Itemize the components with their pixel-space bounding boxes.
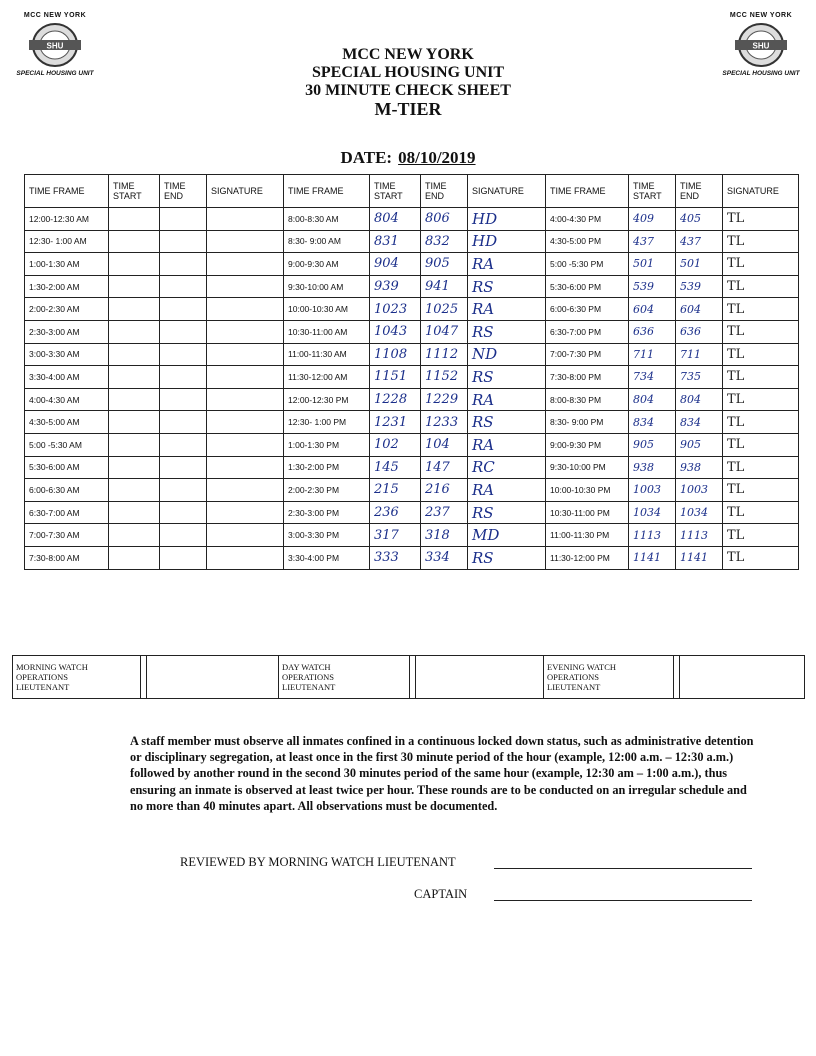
signature-cell[interactable] [207,343,284,366]
signature-cell[interactable]: RS [468,320,546,343]
time-start-cell[interactable] [109,456,160,479]
time-start-cell[interactable]: 711 [629,343,676,366]
time-frame-cell: 8:00-8:30 PM [546,388,629,411]
reviewed-by-label: REVIEWED BY MORNING WATCH LIEUTENANT [180,855,456,869]
time-frame-cell: 5:30-6:00 PM [546,275,629,298]
time-frame-cell: 12:00-12:30 PM [284,388,370,411]
svg-text:SHU: SHU [752,41,770,51]
time-start-cell[interactable]: 1034 [629,501,676,524]
time-end-cell[interactable]: 405 [676,208,723,231]
time-end-cell[interactable] [160,366,207,389]
signature-cell[interactable] [207,501,284,524]
time-frame-cell: 2:30-3:00 PM [284,501,370,524]
time-frame-cell: 9:30-10:00 PM [546,456,629,479]
time-end-cell[interactable]: 905 [421,253,468,276]
time-frame-cell: 3:30-4:00 PM [284,546,370,569]
logo-bottom-text: SPECIAL HOUSING UNIT [16,70,94,77]
instructions-paragraph: A staff member must observe all inmates confined in a continuous locked down status, such as administrative detention or disciplinary segregation, at least once in the first 30 minute period of the hour (example, 12:00 a.m. – 12:30 a.m.) followed by another round in the second 30 minutes period of the same hour (example, 12:30 am – 1:00 a.m.), thus ensuring an inmate is observed at least twice per hour. These rounds are to be conducted on an irregular schedule and no more than 40 minutes apart. All observations must be documented. [130,734,754,813]
time-frame-cell: 6:30-7:00 AM [25,501,109,524]
signature-cell[interactable]: TL [723,230,799,253]
column-header: TIME START [109,175,160,208]
table-row [25,411,799,434]
signature-cell[interactable] [207,230,284,253]
time-end-cell[interactable]: 501 [676,253,723,276]
time-start-cell[interactable]: 1231 [370,411,421,434]
time-frame-cell: 8:30- 9:00 AM [284,230,370,253]
table-row [25,208,799,231]
time-end-cell[interactable]: 636 [676,320,723,343]
time-frame-cell: 6:30-7:00 PM [546,320,629,343]
captain-label: CAPTAIN [414,887,468,901]
time-start-cell[interactable] [109,411,160,434]
signature-cell[interactable]: TL [723,411,799,434]
signature-cell[interactable] [207,433,284,456]
time-end-cell[interactable]: 1112 [421,343,468,366]
day-watch-signature-field[interactable] [416,656,544,699]
time-end-cell[interactable]: 318 [421,524,468,547]
time-frame-cell: 5:00 -5:30 AM [25,433,109,456]
table-row [25,253,799,276]
column-header: SIGNATURE [207,175,284,208]
time-end-cell[interactable] [160,433,207,456]
time-end-cell[interactable]: 1047 [421,320,468,343]
signature-cell[interactable]: RS [468,501,546,524]
time-start-cell[interactable]: 804 [629,388,676,411]
time-end-cell[interactable]: 604 [676,298,723,321]
time-end-cell[interactable] [160,208,207,231]
header-line-2: SPECIAL HOUSING UNIT [311,64,505,81]
signature-cell[interactable]: RS [468,366,546,389]
table-row [25,366,799,389]
signature-cell[interactable] [207,275,284,298]
time-frame-cell: 10:00-10:30 PM [546,479,629,502]
time-start-cell[interactable]: 1043 [370,320,421,343]
time-end-cell[interactable] [160,411,207,434]
time-end-cell[interactable]: 334 [421,546,468,569]
table-row [25,456,799,479]
time-frame-cell: 10:30-11:00 AM [284,320,370,343]
morning-watch-label: MORNING WATCH OPERATIONS LIEUTENANT [13,656,141,699]
time-frame-cell: 3:00-3:30 AM [25,343,109,366]
time-end-cell[interactable]: 834 [676,411,723,434]
signature-cell[interactable] [207,546,284,569]
signature-cell[interactable] [207,411,284,434]
watch-lieutenant-table [12,655,805,699]
logo-bottom-text: SPECIAL HOUSING UNIT [722,70,800,77]
time-start-cell[interactable]: 1151 [370,366,421,389]
time-start-cell[interactable]: 938 [629,456,676,479]
time-end-cell[interactable]: 804 [676,388,723,411]
signature-cell[interactable] [207,524,284,547]
time-end-cell[interactable]: 1152 [421,366,468,389]
date-value: 08/10/2019 [398,148,476,167]
time-start-cell[interactable]: 904 [370,253,421,276]
time-start-cell[interactable]: 501 [629,253,676,276]
date-label: DATE: [340,148,393,167]
table-row [25,501,799,524]
time-frame-cell: 1:00-1:30 AM [25,253,109,276]
time-frame-cell: 10:30-11:00 PM [546,501,629,524]
time-end-cell[interactable]: 1229 [421,388,468,411]
time-end-cell[interactable]: 1233 [421,411,468,434]
signature-cell[interactable] [207,208,284,231]
time-end-cell[interactable]: 216 [421,479,468,502]
time-start-cell[interactable]: 834 [629,411,676,434]
time-frame-cell: 9:00-9:30 PM [546,433,629,456]
time-frame-cell: 12:30- 1:00 AM [25,230,109,253]
reviewed-by-signature-line[interactable] [494,868,752,869]
time-frame-cell: 7:30-8:00 AM [25,546,109,569]
time-start-cell[interactable] [109,479,160,502]
table-row [25,388,799,411]
time-frame-cell: 4:00-4:30 PM [546,208,629,231]
time-frame-cell: 9:30-10:00 AM [284,275,370,298]
signature-cell[interactable]: TL [723,501,799,524]
time-start-cell[interactable] [109,433,160,456]
column-header: TIME END [421,175,468,208]
signature-cell[interactable]: TL [723,479,799,502]
time-frame-cell: 4:00-4:30 AM [25,388,109,411]
column-header: SIGNATURE [468,175,546,208]
time-frame-cell: 1:00-1:30 PM [284,433,370,456]
table-row [25,320,799,343]
time-frame-cell: 11:00-11:30 AM [284,343,370,366]
time-end-cell[interactable] [160,230,207,253]
signature-cell[interactable]: HD [468,230,546,253]
signature-cell[interactable] [207,388,284,411]
time-frame-cell: 11:30-12:00 AM [284,366,370,389]
table-row [25,230,799,253]
signature-cell[interactable]: TL [723,433,799,456]
table-row [25,524,799,547]
time-start-cell[interactable]: 1003 [629,479,676,502]
time-end-cell[interactable] [160,275,207,298]
time-end-cell[interactable]: 905 [676,433,723,456]
signature-cell[interactable] [207,479,284,502]
time-frame-cell: 2:00-2:30 PM [284,479,370,502]
time-end-cell[interactable] [160,456,207,479]
time-end-cell[interactable] [160,298,207,321]
column-header: TIME END [160,175,207,208]
signature-cell[interactable]: RA [468,479,546,502]
time-start-cell[interactable] [109,366,160,389]
time-end-cell[interactable] [160,343,207,366]
time-end-cell[interactable]: 711 [676,343,723,366]
header-line-1: MCC NEW YORK [342,46,474,63]
time-frame-cell: 11:00-11:30 PM [546,524,629,547]
time-frame-cell: 5:00 -5:30 PM [546,253,629,276]
time-start-cell[interactable] [109,501,160,524]
table-row [25,298,799,321]
signature-cell[interactable]: TL [723,253,799,276]
time-start-cell[interactable] [109,524,160,547]
signature-cell[interactable]: ND [468,343,546,366]
date-line [0,148,816,168]
time-start-cell[interactable]: 831 [370,230,421,253]
signature-cell[interactable]: TL [723,298,799,321]
time-start-cell[interactable] [109,298,160,321]
time-frame-cell: 3:30-4:00 AM [25,366,109,389]
time-frame-cell: 5:30-6:00 AM [25,456,109,479]
time-start-cell[interactable]: 437 [629,230,676,253]
time-end-cell[interactable]: 1113 [676,524,723,547]
time-frame-cell: 9:00-9:30 AM [284,253,370,276]
column-header: SIGNATURE [723,175,799,208]
captain-signature-line[interactable] [494,900,752,901]
time-end-cell[interactable]: 237 [421,501,468,524]
time-start-cell[interactable] [109,230,160,253]
time-start-cell[interactable]: 539 [629,275,676,298]
time-start-cell[interactable]: 1108 [370,343,421,366]
time-end-cell[interactable] [160,388,207,411]
time-frame-cell: 1:30-2:00 AM [25,275,109,298]
document-header [0,46,816,118]
time-start-cell[interactable]: 734 [629,366,676,389]
time-start-cell[interactable] [109,343,160,366]
signature-cell[interactable]: TL [723,275,799,298]
time-start-cell[interactable]: 1023 [370,298,421,321]
table-header-row [25,175,799,208]
time-end-cell[interactable]: 806 [421,208,468,231]
table-row [25,343,799,366]
signature-cell[interactable]: TL [723,456,799,479]
time-frame-cell: 11:30-12:00 PM [546,546,629,569]
signature-cell[interactable]: TL [723,208,799,231]
time-end-cell[interactable]: 1003 [676,479,723,502]
time-start-cell[interactable] [109,208,160,231]
time-end-cell[interactable] [160,546,207,569]
header-line-4: M-TIER [374,99,442,119]
time-frame-cell: 4:30-5:00 AM [25,411,109,434]
column-header: TIME END [676,175,723,208]
signature-cell[interactable]: RS [468,275,546,298]
column-header: TIME START [370,175,421,208]
time-start-cell[interactable]: 905 [629,433,676,456]
time-frame-cell: 2:30-3:00 AM [25,320,109,343]
time-end-cell[interactable]: 832 [421,230,468,253]
time-start-cell[interactable] [109,546,160,569]
time-end-cell[interactable]: 147 [421,456,468,479]
time-start-cell[interactable]: 804 [370,208,421,231]
time-end-cell[interactable]: 1034 [676,501,723,524]
time-start-cell[interactable] [109,275,160,298]
time-frame-cell: 7:00-7:30 AM [25,524,109,547]
time-start-cell[interactable]: 333 [370,546,421,569]
morning-watch-signature-field[interactable] [147,656,279,699]
table-row [25,479,799,502]
table-row [25,275,799,298]
signature-cell[interactable]: HD [468,208,546,231]
time-start-cell[interactable]: 145 [370,456,421,479]
time-start-cell[interactable]: 939 [370,275,421,298]
table-row [25,546,799,569]
time-end-cell[interactable]: 1025 [421,298,468,321]
time-end-cell[interactable]: 1141 [676,546,723,569]
time-frame-cell: 12:00-12:30 AM [25,208,109,231]
signature-cell[interactable]: RA [468,298,546,321]
time-start-cell[interactable]: 215 [370,479,421,502]
time-end-cell[interactable]: 941 [421,275,468,298]
signature-cell[interactable]: TL [723,320,799,343]
signature-cell[interactable]: TL [723,524,799,547]
time-end-cell[interactable]: 735 [676,366,723,389]
time-start-cell[interactable]: 317 [370,524,421,547]
signature-cell[interactable]: RA [468,433,546,456]
time-end-cell[interactable]: 437 [676,230,723,253]
time-frame-cell: 8:30- 9:00 PM [546,411,629,434]
time-start-cell[interactable]: 1141 [629,546,676,569]
signature-cell[interactable]: RS [468,546,546,569]
time-frame-cell: 12:30- 1:00 PM [284,411,370,434]
header-line-3: 30 MINUTE CHECK SHEET [305,82,511,99]
signature-cell[interactable]: TL [723,343,799,366]
time-start-cell[interactable]: 409 [629,208,676,231]
time-start-cell[interactable] [109,320,160,343]
signature-cell[interactable] [207,298,284,321]
time-end-cell[interactable] [160,320,207,343]
time-start-cell[interactable]: 236 [370,501,421,524]
signature-cell[interactable] [207,253,284,276]
time-end-cell[interactable] [160,253,207,276]
time-end-cell[interactable] [160,479,207,502]
svg-text:SHU: SHU [46,41,64,51]
signature-cell[interactable]: TL [723,366,799,389]
signature-cell[interactable]: RS [468,411,546,434]
time-end-cell[interactable]: 104 [421,433,468,456]
time-frame-cell: 10:00-10:30 AM [284,298,370,321]
time-end-cell[interactable] [160,501,207,524]
time-frame-cell: 3:00-3:30 PM [284,524,370,547]
signature-cell[interactable] [207,366,284,389]
signature-cell[interactable]: RA [468,388,546,411]
evening-watch-label: EVENING WATCH OPERATIONS LIEUTENANT [544,656,674,699]
signature-cell[interactable]: RA [468,253,546,276]
signature-cell[interactable]: TL [723,546,799,569]
evening-watch-signature-field[interactable] [680,656,805,699]
time-frame-cell: 6:00-6:30 AM [25,479,109,502]
time-frame-cell: 2:00-2:30 AM [25,298,109,321]
time-frame-cell: 7:30-8:00 PM [546,366,629,389]
column-header: TIME FRAME [284,175,370,208]
column-header: TIME FRAME [25,175,109,208]
signature-cell[interactable]: MD [468,524,546,547]
time-start-cell[interactable] [109,388,160,411]
signature-cell[interactable]: RC [468,456,546,479]
time-end-cell[interactable] [160,524,207,547]
time-frame-cell: 6:00-6:30 PM [546,298,629,321]
time-start-cell[interactable]: 604 [629,298,676,321]
time-end-cell[interactable]: 938 [676,456,723,479]
time-frame-cell: 8:00-8:30 AM [284,208,370,231]
time-start-cell[interactable] [109,253,160,276]
day-watch-label: DAY WATCH OPERATIONS LIEUTENANT [279,656,410,699]
column-header: TIME START [629,175,676,208]
check-sheet-table [24,174,799,570]
time-end-cell[interactable]: 539 [676,275,723,298]
table-row [25,433,799,456]
logo-top-text: MCC NEW YORK [23,12,87,19]
time-start-cell[interactable]: 102 [370,433,421,456]
column-header: TIME FRAME [546,175,629,208]
logo-top-text: MCC NEW YORK [729,12,793,19]
signature-cell[interactable] [207,456,284,479]
time-start-cell[interactable]: 636 [629,320,676,343]
signature-cell[interactable] [207,320,284,343]
time-start-cell[interactable]: 1113 [629,524,676,547]
signature-cell[interactable]: TL [723,388,799,411]
time-frame-cell: 1:30-2:00 PM [284,456,370,479]
time-start-cell[interactable]: 1228 [370,388,421,411]
time-frame-cell: 7:00-7:30 PM [546,343,629,366]
time-frame-cell: 4:30-5:00 PM [546,230,629,253]
